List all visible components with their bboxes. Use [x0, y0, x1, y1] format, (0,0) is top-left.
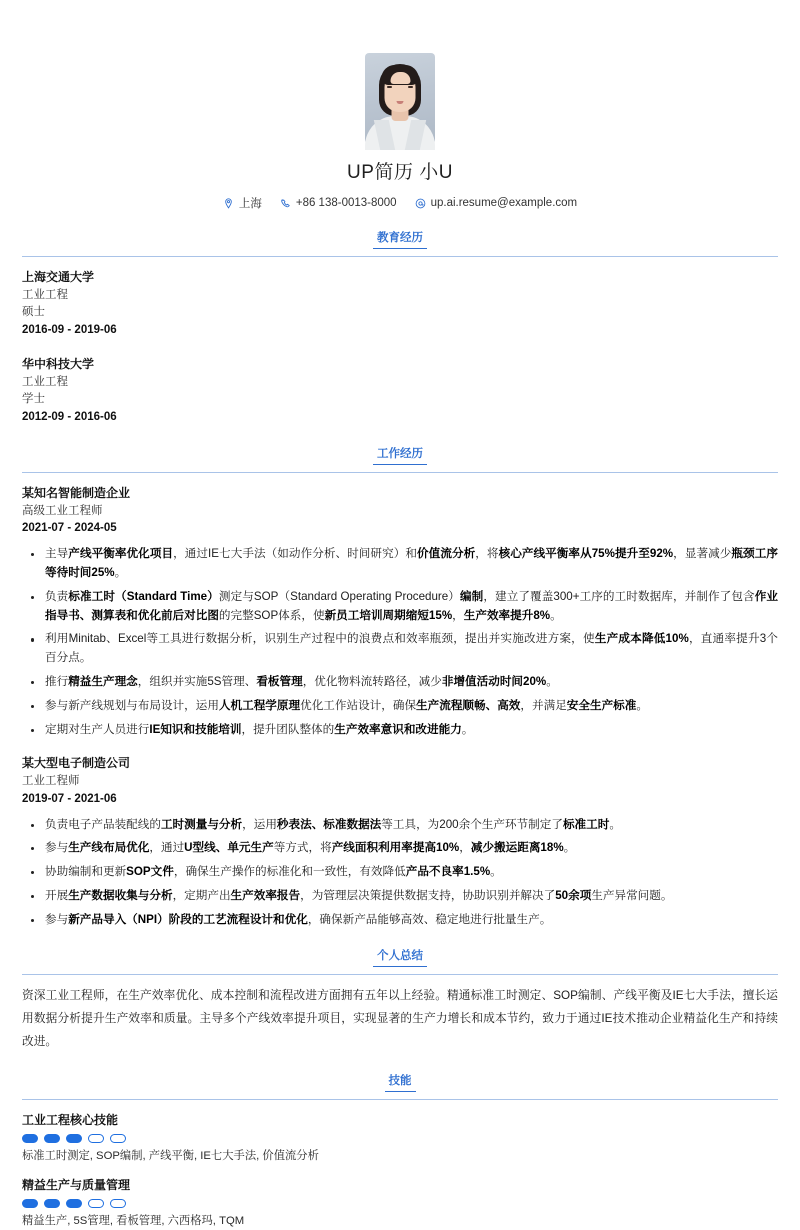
skill-pip: [66, 1199, 82, 1208]
school-name: 华中科技大学: [22, 357, 95, 372]
contact-location-text: 上海: [238, 198, 262, 210]
skill-pip: [88, 1134, 104, 1143]
skill-group: [22, 1111, 778, 1165]
major: 工业工程: [22, 288, 68, 301]
section-work-experience: [22, 444, 778, 929]
contact-email-text: up.ai.resume@example.com: [430, 197, 578, 209]
contact-phone-text: +86 138-0013-8000: [295, 197, 397, 209]
list-item: 主导产线平衡率优化项目，通过IE七大手法（如动作分析、时间研究）和价值流分析，将核心产线平衡率从75%提升至92%，显著减少瓶颈工序等待时间25%。: [22, 545, 778, 583]
skill-pip: [110, 1199, 126, 1208]
section-title: 个人总结: [373, 950, 427, 967]
email-at-icon: [415, 198, 426, 209]
list-item: 负责标准工时（Standard Time）测定与SOP（Standard Operating Procedure）编制，建立了覆盖300+工序的工时数据库，并制作了包含作业指导书、测算表和优化前后对比图的完整SOP体系，使新员工培训周期缩短15%，生产效率提升8%。: [22, 588, 778, 626]
major: 工业工程: [22, 375, 68, 388]
section-education: [22, 228, 778, 427]
section-title: 教育经历: [373, 232, 427, 249]
avatar-eye-right: [408, 86, 413, 88]
phone-icon: [280, 198, 291, 209]
section-divider: [22, 472, 778, 473]
list-item: 参与生产线布局优化，通过U型线、单元生产等方式，将产线面积利用率提高10%，减少搬运距离18%。: [22, 839, 778, 858]
job-title: 工业工程师: [22, 774, 80, 787]
skill-level-indicator: [22, 1199, 778, 1208]
responsibility-list: [22, 545, 778, 739]
section-title: 工作经历: [373, 448, 427, 465]
skill-pip: [44, 1134, 60, 1143]
company-name: 某大型电子制造公司: [22, 756, 131, 771]
skill-pip: [22, 1134, 38, 1143]
skill-group-name: 工业工程核心技能: [22, 1112, 119, 1127]
section-header-skills: [22, 1071, 778, 1096]
skill-pip: [66, 1134, 82, 1143]
skill-group: [22, 1176, 778, 1230]
resume-header: [22, 0, 778, 211]
contact-list: [22, 195, 778, 211]
section-divider: [22, 974, 778, 975]
list-item: 利用Minitab、Excel等工具进行数据分析，识别生产过程中的浪费点和效率瓶颈，提出并实施改进方案，使生产成本降低10%，直通率提升3个百分点。: [22, 630, 778, 668]
date-range: 2016-09 - 2019-06: [22, 324, 117, 337]
avatar-eye-left: [387, 86, 392, 88]
job-title: 高级工业工程师: [22, 504, 103, 517]
list-item: 定期对生产人员进行IE知识和技能培训，提升团队整体的生产效率意识和改进能力。: [22, 721, 778, 740]
avatar: [365, 53, 435, 144]
school-name: 上海交通大学: [22, 269, 95, 284]
contact-phone: [280, 197, 397, 209]
skill-group-name: 精益生产与质量管理: [22, 1177, 131, 1192]
work-entry: [22, 484, 778, 739]
location-pin-icon: [223, 198, 234, 209]
responsibility-list: [22, 816, 778, 930]
contact-email: [415, 197, 578, 209]
education-entry: [22, 268, 778, 340]
skill-pip: [44, 1199, 60, 1208]
section-divider: [22, 256, 778, 257]
avatar-shoulders: [365, 116, 435, 150]
avatar-hair-front: [382, 65, 419, 85]
section-header-education: [22, 228, 778, 253]
date-range: 2012-09 - 2016-06: [22, 411, 117, 424]
summary-text: 资深工业工程师，在生产效率优化、成本控制和流程改进方面拥有五年以上经验。精通标准工时测定、SOP编制、产线平衡及IE七大手法，擅长运用数据分析提升生产效率和质量。主导多个产线效率提升项目，实现显著的生产力增长和成本节约，致力于通过IE技术推动企业精益化生产和持续改进。: [22, 989, 778, 1049]
section-divider: [22, 1099, 778, 1100]
page-title: UP简历 小U: [347, 162, 453, 183]
work-entry: [22, 754, 778, 929]
section-title: 技能: [385, 1075, 416, 1092]
skill-pip: [88, 1199, 104, 1208]
list-item: 协助编制和更新SOP文件，确保生产操作的标准化和一致性，有效降低产品不良率1.5%。: [22, 863, 778, 882]
skill-item-list: 精益生产, 5S管理, 看板管理, 六西格玛, TQM: [22, 1214, 245, 1227]
date-range: 2019-07 - 2021-06: [22, 792, 117, 805]
section-skills: [22, 1071, 778, 1230]
degree: 硕士: [22, 306, 45, 319]
skill-pip: [22, 1199, 38, 1208]
list-item: 推行精益生产理念，组织并实施5S管理、看板管理，优化物料流转路径，减少非增值活动时间20%。: [22, 673, 778, 692]
list-item: 参与新产品导入（NPI）阶段的工艺流程设计和优化，确保新产品能够高效、稳定地进行批量生产。: [22, 911, 778, 930]
degree: 学士: [22, 393, 45, 406]
list-item: 开展生产数据收集与分析，定期产出生产效率报告，为管理层决策提供数据支持，协助识别并解决了50余项生产异常问题。: [22, 887, 778, 906]
list-item: 负责电子产品装配线的工时测量与分析，运用秒表法、标准数据法等工具，为200余个生产环节制定了标准工时。: [22, 816, 778, 835]
date-range: 2021-07 - 2024-05: [22, 522, 117, 535]
section-summary: [22, 946, 778, 1053]
skill-level-indicator: [22, 1134, 778, 1143]
section-header-summary: [22, 946, 778, 971]
contact-location: [223, 195, 262, 211]
company-name: 某知名智能制造企业: [22, 486, 131, 501]
skill-item-list: 标准工时测定, SOP编制, 产线平衡, IE七大手法, 价值流分析: [22, 1149, 319, 1162]
list-item: 参与新产线规划与布局设计，运用人机工程学原理优化工作站设计，确保生产流程顺畅、高效，并满足安全生产标准。: [22, 697, 778, 716]
skill-pip: [110, 1134, 126, 1143]
section-header-work: [22, 444, 778, 469]
education-entry: [22, 355, 778, 427]
